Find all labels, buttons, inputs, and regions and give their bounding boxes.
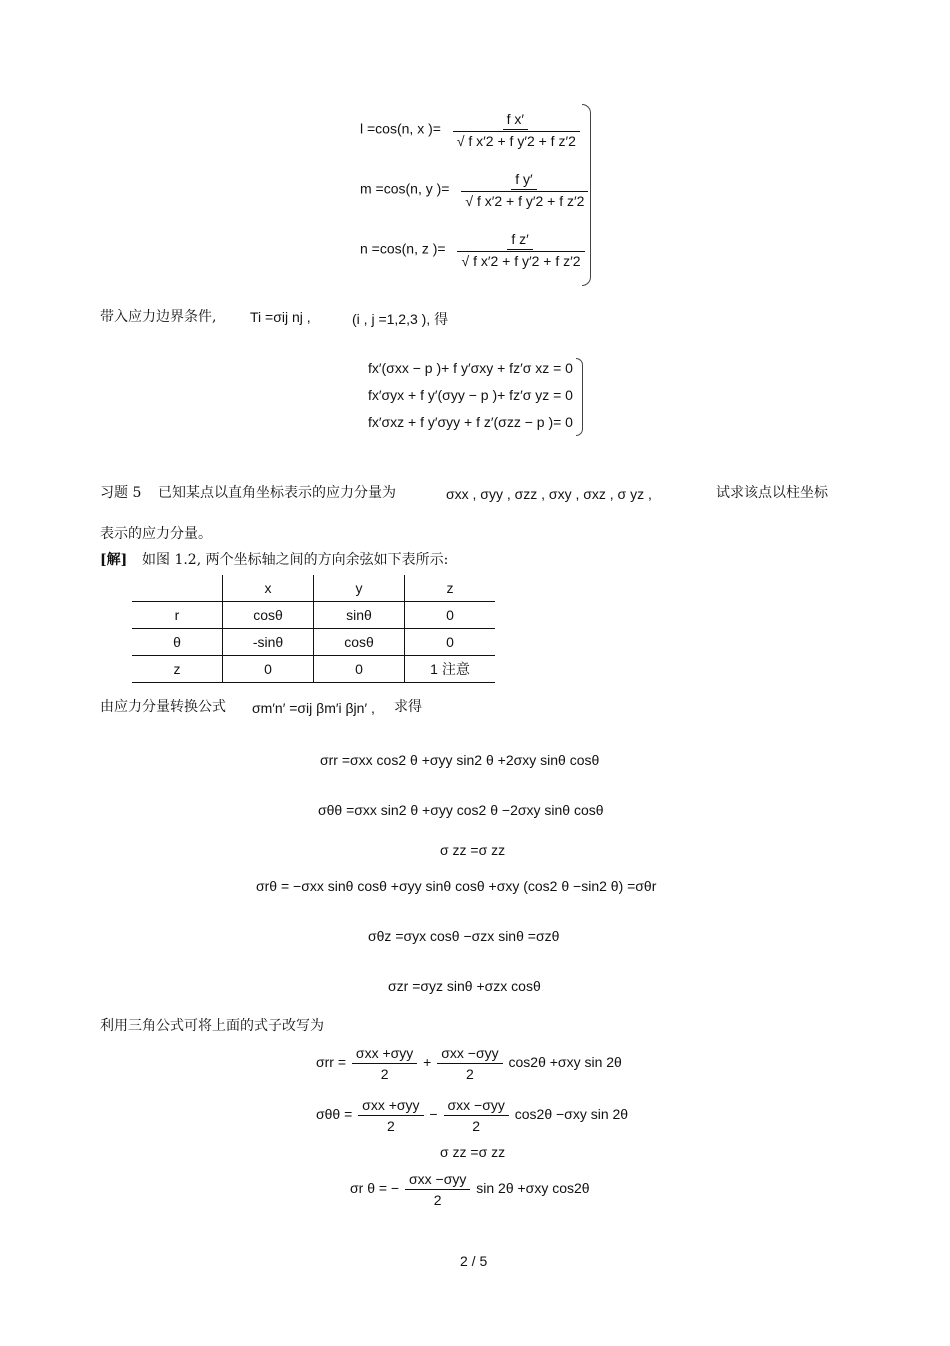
boundary-eq-3: fx′σxz + f y′σyy + f z′(σzz − p )= 0	[368, 414, 573, 430]
rewrite-rr-f1-den: 2	[380, 1066, 389, 1082]
table-cell: 0	[405, 602, 496, 629]
page-number: 2 / 5	[460, 1253, 488, 1269]
eq-m-num: f y′	[511, 170, 536, 190]
table-cell: 0	[223, 656, 314, 683]
table-cell: cosθ	[314, 629, 405, 656]
table-cell: 0	[405, 629, 496, 656]
rewrite-rr-tail: cos2θ +σxy sin 2θ	[508, 1054, 622, 1071]
eq-m-lhs: m =cos(n, y )=	[360, 180, 450, 197]
boundary-range: (i , j =1,2,3 ), 得	[352, 311, 449, 327]
rewrite-tt-tail: cos2θ −σxy sin 2θ	[514, 1106, 629, 1123]
rewrite-tt-f2-num: σxx −σyy	[444, 1096, 509, 1116]
rewrite-zz: σ zz =σ zz	[440, 1144, 506, 1160]
table-cell: sinθ	[314, 602, 405, 629]
rewrite-rt	[350, 1170, 590, 1209]
result-rt: σrθ = −σxx sinθ cosθ +σyy sinθ cosθ +σxy (cos2 θ −sin2 θ) =σθr	[256, 878, 657, 894]
exercise-label: 习题 5	[100, 485, 142, 501]
boundary-eq-2: fx′σyx + f y′(σyy − p )+ fz′σ yz = 0	[368, 387, 573, 403]
rewrite-rt-den: 2	[433, 1192, 442, 1208]
eq-l-den: f x′2 + f y′2 + f z′2	[468, 133, 576, 149]
table-cell: 1 注意	[405, 656, 496, 683]
rewrite-rr-f2-num: σxx −σyy	[437, 1044, 502, 1064]
table-cell: cosθ	[223, 602, 314, 629]
eq-n: n =cos(n, z )= $\frac{\text{f z′}}{\text{√ f x′2 + f y′2 + f z′2}}$	[360, 230, 591, 270]
eq-n-lhs: n =cos(n, z )=	[360, 240, 446, 257]
rewrite-rr-f2-den: 2	[466, 1066, 474, 1082]
eq-l-num: f x′	[503, 110, 528, 130]
result-rr: σrr =σxx cos2 θ +σyy sin2 θ +2σxy sinθ cosθ	[320, 752, 600, 768]
table-row	[132, 575, 495, 602]
solution-intro: 如图 1.2, 两个坐标轴之间的方向余弦如下表所示:	[142, 552, 449, 568]
boundary-intro: 带入应力边界条件,	[100, 309, 217, 325]
table-cell: -sinθ	[223, 629, 314, 656]
right-brace-2	[576, 358, 583, 436]
rewrite-rr-op: +	[423, 1054, 432, 1071]
table-row	[132, 656, 495, 683]
table-row	[132, 602, 495, 629]
right-brace	[582, 104, 591, 286]
eq-m-den: f x′2 + f y′2 + f z′2	[476, 193, 585, 209]
exercise-text: 已知某点以直角坐标表示的应力分量为	[158, 485, 396, 501]
eq-n-num: f z′	[507, 230, 532, 250]
table-cell: r	[132, 602, 223, 629]
table-cell	[132, 575, 223, 602]
rewrite-rr-lhs: σrr =	[316, 1054, 347, 1071]
rewrite-rr	[316, 1044, 622, 1083]
rewrite-rt-num: σxx −σyy	[405, 1170, 470, 1190]
transform-intro: 由应力分量转换公式	[100, 699, 226, 715]
exercise-line2: 表示的应力分量。	[100, 526, 212, 542]
table-cell: θ	[132, 629, 223, 656]
transform-tail: 求得	[394, 699, 422, 715]
eq-l-lhs: l =cos(n, x )=	[360, 120, 441, 137]
direction-cosine-table	[132, 575, 495, 683]
exercise-tail: 试求该点以柱坐标	[716, 485, 828, 501]
trig-intro: 利用三角公式可将上面的式子改写为	[100, 1018, 324, 1034]
table-cell: x	[223, 575, 314, 602]
rewrite-rt-tail: sin 2θ +σxy cos2θ	[476, 1180, 590, 1197]
table-cell: y	[314, 575, 405, 602]
table-cell: z	[132, 656, 223, 683]
result-zz: σ zz =σ zz	[440, 842, 506, 858]
result-tt: σθθ =σxx sin2 θ +σyy cos2 θ −2σxy sinθ cosθ	[318, 802, 604, 818]
solution-label: [解]	[100, 552, 128, 568]
transform-formula: σm′n′ =σij βm′i βjn′ ,	[252, 700, 375, 716]
rewrite-rr-f1-num: σxx +σyy	[352, 1044, 417, 1064]
boundary-formula: Ti =σij nj ,	[250, 309, 311, 325]
table-cell: 0	[314, 656, 405, 683]
stress-components: σxx , σyy , σzz , σxy , σxz , σ yz ,	[446, 486, 652, 502]
rewrite-tt-f1-num: σxx +σyy	[358, 1096, 423, 1116]
eq-m: m =cos(n, y )= $\frac{\text{f y′}}{\text{√ f x′2 + f y′2 + f z′2}}$	[360, 170, 594, 210]
table-cell: z	[405, 575, 496, 602]
rewrite-tt	[316, 1096, 628, 1135]
result-tz: σθz =σyx cosθ −σzx sinθ =σzθ	[368, 928, 560, 944]
result-zr: σzr =σyz sinθ +σzx cosθ	[388, 978, 541, 994]
rewrite-rt-lhs: σr θ = −	[350, 1180, 400, 1197]
rewrite-tt-f2-den: 2	[472, 1118, 481, 1134]
rewrite-tt-op: −	[429, 1106, 438, 1123]
rewrite-tt-f1-den: 2	[386, 1118, 395, 1134]
eq-n-den: f x′2 + f y′2 + f z′2	[473, 253, 581, 269]
boundary-eq-1: fx′(σxx − p )+ f y′σxy + fz′σ xz = 0	[368, 360, 573, 376]
table-row	[132, 629, 495, 656]
rewrite-tt-lhs: σθθ =	[316, 1106, 353, 1123]
eq-l: l =cos(n, x )= $\frac{\text{f x′}}{\text{√ f x′2 + f y′2 + f z′2}}$	[360, 110, 586, 150]
